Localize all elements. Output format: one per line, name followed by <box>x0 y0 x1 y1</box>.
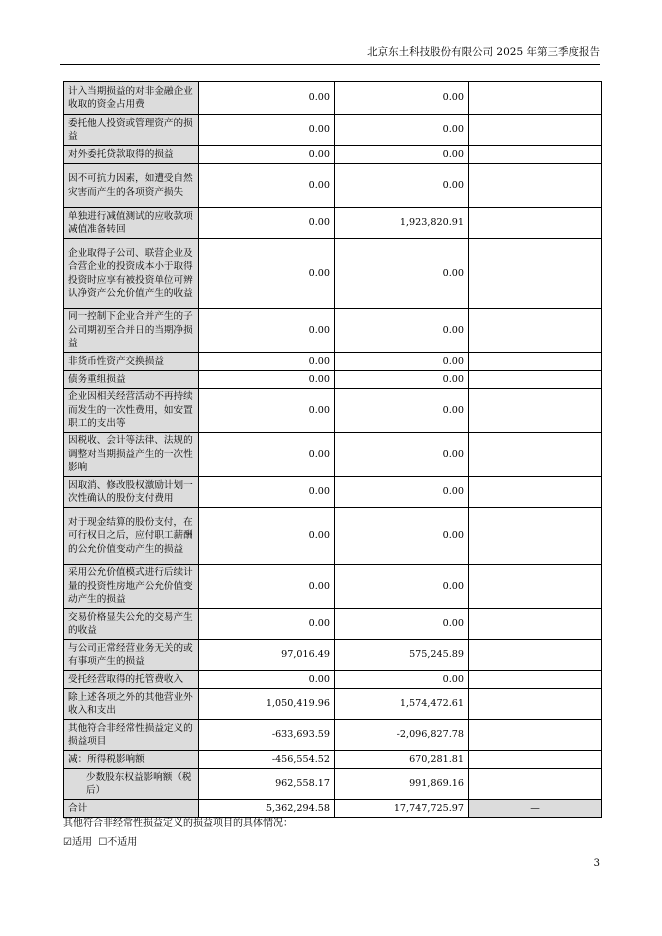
row-note <box>469 208 602 239</box>
row-value-ytd: 0.00 <box>335 239 469 309</box>
row-label: 对于现金结算的股份支付，在可行权日之后，应付职工薪酬的公允价值变动产生的损益 <box>64 508 199 565</box>
row-value-current: 97,016.49 <box>199 640 335 671</box>
table-row <box>64 640 602 671</box>
row-value-current: 0.00 <box>199 565 335 609</box>
row-value-ytd: 0.00 <box>335 353 469 371</box>
row-value-current: 0.00 <box>199 433 335 477</box>
row-value-current: -456,554.52 <box>199 751 335 769</box>
table-row <box>64 769 602 800</box>
table-row <box>64 208 602 239</box>
row-note <box>469 477 602 508</box>
row-note <box>469 689 602 720</box>
row-value-ytd: 0.00 <box>335 371 469 389</box>
table-row <box>64 82 602 115</box>
row-value-ytd: 0.00 <box>335 389 469 433</box>
row-value-ytd: 670,281.81 <box>335 751 469 769</box>
row-value-current: 0.00 <box>199 371 335 389</box>
unchecked-box-icon: ☐ <box>98 837 108 848</box>
row-label: 采用公允价值模式进行后续计量的投资性房地产公允价值变动产生的损益 <box>64 565 199 609</box>
report-title: 北京东土科技股份有限公司 2025 年第三季度报告 <box>367 46 600 58</box>
row-value-current: 0.00 <box>199 208 335 239</box>
other-items-heading: 其他符合非经常性损益定义的损益项目的具体情况： <box>63 818 293 829</box>
row-note <box>469 508 602 565</box>
row-value-ytd: 17,747,725.97 <box>335 800 469 818</box>
row-label: 受托经营取得的托管费收入 <box>64 671 199 689</box>
row-note <box>469 164 602 208</box>
row-label: 委托他人投资或管理资产的损益 <box>64 115 199 146</box>
row-label: 减：所得税影响额 <box>64 751 199 769</box>
table-row <box>64 477 602 508</box>
row-value-ytd: 0.00 <box>335 164 469 208</box>
table-row <box>64 164 602 208</box>
row-label: 同一控制下企业合并产生的子公司期初至合并日的当期净损益 <box>64 309 199 353</box>
row-value-ytd: 0.00 <box>335 508 469 565</box>
checked-box-icon: ☑ <box>63 837 72 848</box>
row-value-ytd: 0.00 <box>335 82 469 115</box>
row-note <box>469 353 602 371</box>
row-note <box>469 239 602 309</box>
row-label: 少数股东权益影响额（税后） <box>64 769 199 800</box>
row-note <box>469 433 602 477</box>
row-label: 与公司正常经营业务无关的或有事项产生的损益 <box>64 640 199 671</box>
row-label: 交易价格显失公允的交易产生的收益 <box>64 609 199 640</box>
row-value-ytd: 1,574,472.61 <box>335 689 469 720</box>
row-value-current: 0.00 <box>199 353 335 371</box>
table-row <box>64 239 602 309</box>
row-value-current: 0.00 <box>199 146 335 164</box>
row-value-current: 0.00 <box>199 115 335 146</box>
row-value-ytd: 991,869.16 <box>335 769 469 800</box>
row-value-current: 0.00 <box>199 477 335 508</box>
row-value-current: 0.00 <box>199 164 335 208</box>
row-note <box>469 769 602 800</box>
row-value-current: 0.00 <box>199 309 335 353</box>
row-value-ytd: 0.00 <box>335 671 469 689</box>
option-applicable: 适用 <box>71 837 92 848</box>
row-note: — <box>469 800 602 818</box>
row-note <box>469 640 602 671</box>
row-value-ytd: 0.00 <box>335 565 469 609</box>
row-note <box>469 751 602 769</box>
table-row <box>64 146 602 164</box>
row-label: 企业因相关经营活动不再持续而发生的一次性费用，如安置职工的支出等 <box>64 389 199 433</box>
option-not-applicable: 不适用 <box>107 837 138 848</box>
row-label: 企业取得子公司、联营企业及合营企业的投资成本小于取得投资时应享有被投资单位可辨认净资产公允价值产生的收益 <box>64 239 199 309</box>
table-row <box>64 371 602 389</box>
row-label: 计入当期损益的对非金融企业收取的资金占用费 <box>64 82 199 115</box>
row-value-ytd: 0.00 <box>335 433 469 477</box>
row-label: 除上述各项之外的其他营业外收入和支出 <box>64 689 199 720</box>
row-note <box>469 146 602 164</box>
row-note <box>469 609 602 640</box>
table-row <box>64 508 602 565</box>
row-value-ytd: 0.00 <box>335 115 469 146</box>
row-note <box>469 371 602 389</box>
table-row <box>64 389 602 433</box>
row-label: 其他符合非经常性损益定义的损益项目 <box>64 720 199 751</box>
table-row <box>64 609 602 640</box>
row-value-ytd: 0.00 <box>335 609 469 640</box>
table-row <box>64 671 602 689</box>
row-value-current: 0.00 <box>199 239 335 309</box>
row-label: 单独进行减值测试的应收款项减值准备转回 <box>64 208 199 239</box>
row-note <box>469 82 602 115</box>
table-row <box>64 115 602 146</box>
row-value-current: 962,558.17 <box>199 769 335 800</box>
row-note <box>469 565 602 609</box>
row-value-current: 0.00 <box>199 82 335 115</box>
row-value-ytd: -2,096,827.78 <box>335 720 469 751</box>
row-label: 非货币性资产交换损益 <box>64 353 199 371</box>
table-row <box>64 720 602 751</box>
row-value-current: 0.00 <box>199 508 335 565</box>
table-row <box>64 565 602 609</box>
applicability-options <box>63 833 137 848</box>
table-row <box>64 689 602 720</box>
row-value-current: 0.00 <box>199 671 335 689</box>
row-label: 债务重组损益 <box>64 371 199 389</box>
row-value-ytd: 0.00 <box>335 309 469 353</box>
row-label: 因税收、会计等法律、法规的调整对当期损益产生的一次性影响 <box>64 433 199 477</box>
row-value-ytd: 0.00 <box>335 477 469 508</box>
row-label: 因不可抗力因素，如遭受自然灾害而产生的各项资产损失 <box>64 164 199 208</box>
table-row <box>64 433 602 477</box>
row-label: 合计 <box>64 800 199 818</box>
non-recurring-gains-table <box>63 81 602 818</box>
row-note <box>469 720 602 751</box>
row-note <box>469 389 602 433</box>
table-row <box>64 353 602 371</box>
page-number: 3 <box>593 858 600 869</box>
row-value-current: 0.00 <box>199 609 335 640</box>
row-value-ytd: 0.00 <box>335 146 469 164</box>
row-note <box>469 671 602 689</box>
row-value-current: 1,050,419.96 <box>199 689 335 720</box>
row-value-current: -633,693.59 <box>199 720 335 751</box>
row-value-current: 5,362,294.58 <box>199 800 335 818</box>
row-note <box>469 115 602 146</box>
page-header <box>60 44 600 65</box>
table-row <box>64 309 602 353</box>
row-value-ytd: 575,245.89 <box>335 640 469 671</box>
row-note <box>469 309 602 353</box>
table-row <box>64 751 602 769</box>
row-label: 因取消、修改股权激励计划一次性确认的股份支付费用 <box>64 477 199 508</box>
row-value-current: 0.00 <box>199 389 335 433</box>
row-value-ytd: 1,923,820.91 <box>335 208 469 239</box>
row-label: 对外委托贷款取得的损益 <box>64 146 199 164</box>
